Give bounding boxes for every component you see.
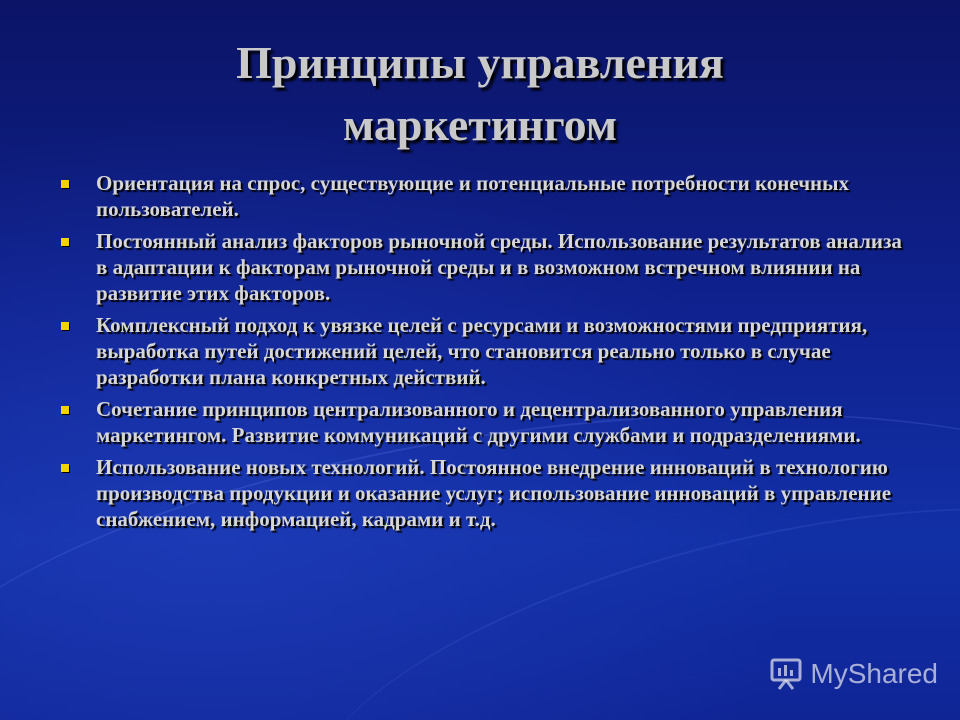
bullet-item-4 [56,396,916,448]
slide-title [60,32,900,156]
square-bullet-icon [61,406,69,414]
square-bullet-icon [61,238,69,246]
square-bullet-icon [61,464,69,472]
bullet-item-3 [56,312,916,390]
bullet-text-2: Постоянный анализ факторов рыночной среды. Использование результатов анализа в адаптации к факторам рыночной среды и в возможном встречном влиянии на развитие этих факторов. [96,229,902,305]
bullet-item-1 [56,170,916,222]
bullet-text-5: Использование новых технологий. Постоянное внедрение инноваций в технологию производства продукции и оказание услуг; использование инноваций в управление снабжением, информацией, кадрами и т.д. [96,455,892,531]
bullet-list [56,170,916,538]
bullet-item-2 [56,228,916,306]
bullet-text-3: Комплексный подход к увязке целей с ресурсами и возможностями предприятия, выработка путей достижений целей, что становится реально только в случае разработки плана конкретных действий. [96,313,868,389]
square-bullet-icon [61,322,69,330]
presentation-board-icon [768,656,804,692]
bullet-item-5 [56,454,916,532]
bullet-text-1: Ориентация на спрос, существующие и потенциальные потребности конечных пользователей. [96,171,850,221]
bullet-text-4: Сочетание принципов централизованного и децентрализованного управления маркетингом. Развитие коммуникаций с другими службами и подразделениями. [96,397,861,447]
square-bullet-icon [61,180,69,188]
watermark-text: MyShared [810,658,938,689]
myshared-watermark[interactable] [768,656,938,692]
slide-title-line-1: Принципы управления [236,37,724,88]
slide-title-line-2: маркетингом [342,99,618,150]
